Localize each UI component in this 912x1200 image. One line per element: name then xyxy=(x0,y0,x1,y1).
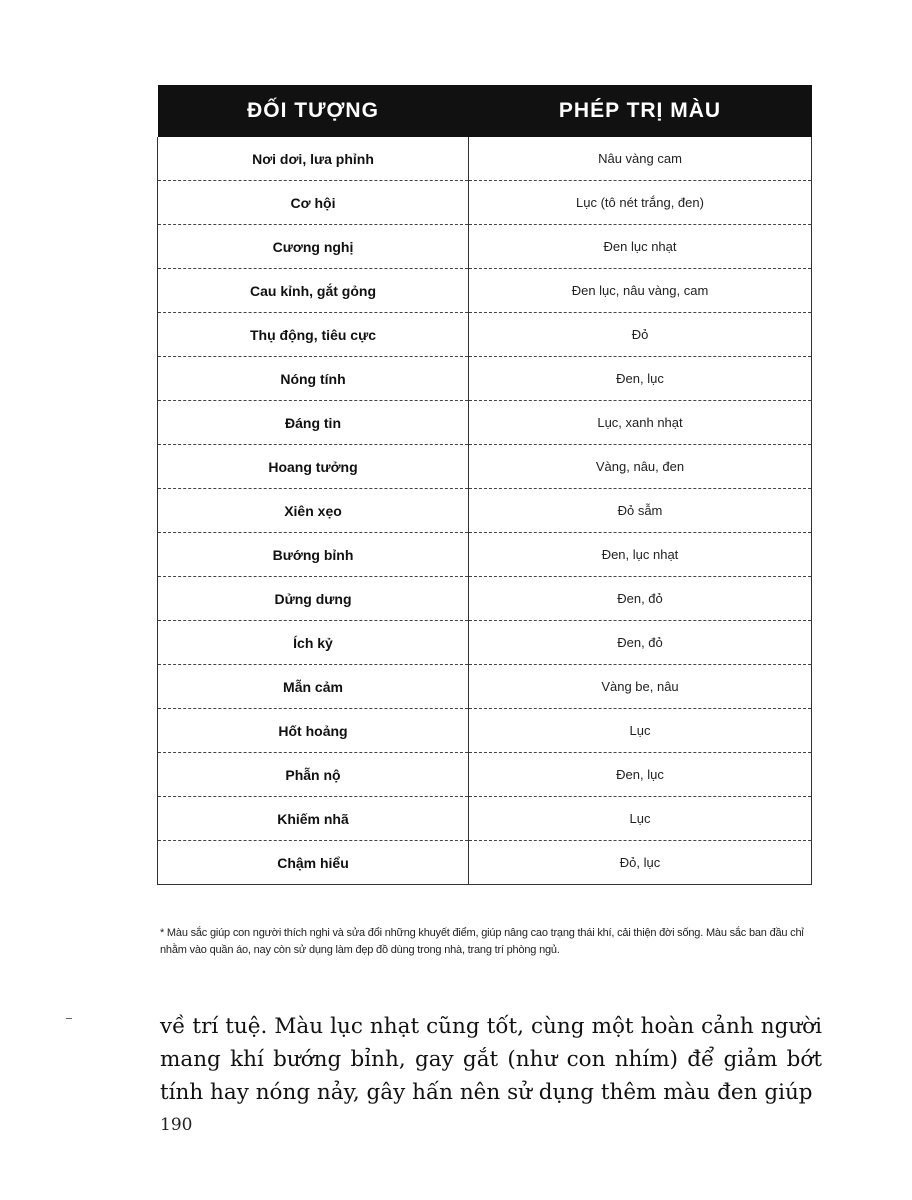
cell-object: Hoang tưởng xyxy=(158,445,469,489)
cell-color: Vàng be, nâu xyxy=(469,665,812,709)
cell-color: Nâu vàng cam xyxy=(469,137,812,181)
color-therapy-table xyxy=(157,85,812,885)
header-object: ĐỐI TƯỢNG xyxy=(158,85,469,137)
cell-color: Đỏ sẫm xyxy=(469,489,812,533)
cell-color: Đen, đỏ xyxy=(469,621,812,665)
cell-object: Bướng bỉnh xyxy=(158,533,469,577)
margin-mark xyxy=(66,1018,72,1019)
table-row xyxy=(158,269,812,313)
cell-object: Đáng tin xyxy=(158,401,469,445)
cell-color: Đen, đỏ xyxy=(469,577,812,621)
cell-color: Đen lục nhạt xyxy=(469,225,812,269)
table-row xyxy=(158,709,812,753)
table-row xyxy=(158,181,812,225)
cell-object: Ích kỷ xyxy=(158,621,469,665)
cell-object: Mẫn cảm xyxy=(158,665,469,709)
cell-color: Lục (tô nét trắng, đen) xyxy=(469,181,812,225)
cell-color: Vàng, nâu, đen xyxy=(469,445,812,489)
table-row xyxy=(158,753,812,797)
table-row xyxy=(158,841,812,885)
table-row xyxy=(158,313,812,357)
cell-color: Lục xyxy=(469,797,812,841)
cell-object: Nóng tính xyxy=(158,357,469,401)
cell-color: Đỏ, lục xyxy=(469,841,812,885)
table-row xyxy=(158,577,812,621)
cell-color: Đỏ xyxy=(469,313,812,357)
cell-object: Xiên xẹo xyxy=(158,489,469,533)
table-body xyxy=(158,137,812,885)
cell-object: Dửng dưng xyxy=(158,577,469,621)
table-row xyxy=(158,357,812,401)
table-row xyxy=(158,533,812,577)
cell-color: Đen, lục nhạt xyxy=(469,533,812,577)
cell-object: Thụ động, tiêu cực xyxy=(158,313,469,357)
cell-color: Đen, lục xyxy=(469,357,812,401)
table-header-row xyxy=(158,85,812,137)
table-row xyxy=(158,797,812,841)
table-footnote: * Màu sắc giúp con người thích nghi và sửa đổi những khuyết điểm, giúp nâng cao trạng thái khí, cải thiện đời sống. Màu sắc ban đầu chỉ nhằm vào quần áo, nay còn sử dụng làm đẹp đồ dùng trong nhà, trang trí phòng ngủ. xyxy=(160,927,804,956)
table-row xyxy=(158,445,812,489)
cell-object: Cau kỉnh, gắt gỏng xyxy=(158,269,469,313)
table-row xyxy=(158,489,812,533)
table-row xyxy=(158,401,812,445)
cell-object: Khiếm nhã xyxy=(158,797,469,841)
cell-object: Nơi dơi, lưa phỉnh xyxy=(158,137,469,181)
cell-object: Chậm hiểu xyxy=(158,841,469,885)
table-row xyxy=(158,665,812,709)
header-color: PHÉP TRỊ MÀU xyxy=(469,85,812,137)
table-row xyxy=(158,137,812,181)
table-row xyxy=(158,225,812,269)
cell-color: Đen, lục xyxy=(469,753,812,797)
table-row xyxy=(158,621,812,665)
cell-color: Lục, xanh nhạt xyxy=(469,401,812,445)
cell-color: Lục xyxy=(469,709,812,753)
cell-color: Đen lục, nâu vàng, cam xyxy=(469,269,812,313)
page-number: 190 xyxy=(160,1115,193,1135)
cell-object: Cơ hội xyxy=(158,181,469,225)
cell-object: Cương nghị xyxy=(158,225,469,269)
body-paragraph: về trí tuệ. Màu lục nhạt cũng tốt, cùng một hoàn cảnh người mang khí bướng bỉnh, gay gắt (như con nhím) để giảm bớt tính hay nóng nảy, gây hấn nên sử dụng thêm màu đen giúp xyxy=(160,1014,822,1105)
cell-object: Hốt hoảng xyxy=(158,709,469,753)
cell-object: Phẫn nộ xyxy=(158,753,469,797)
